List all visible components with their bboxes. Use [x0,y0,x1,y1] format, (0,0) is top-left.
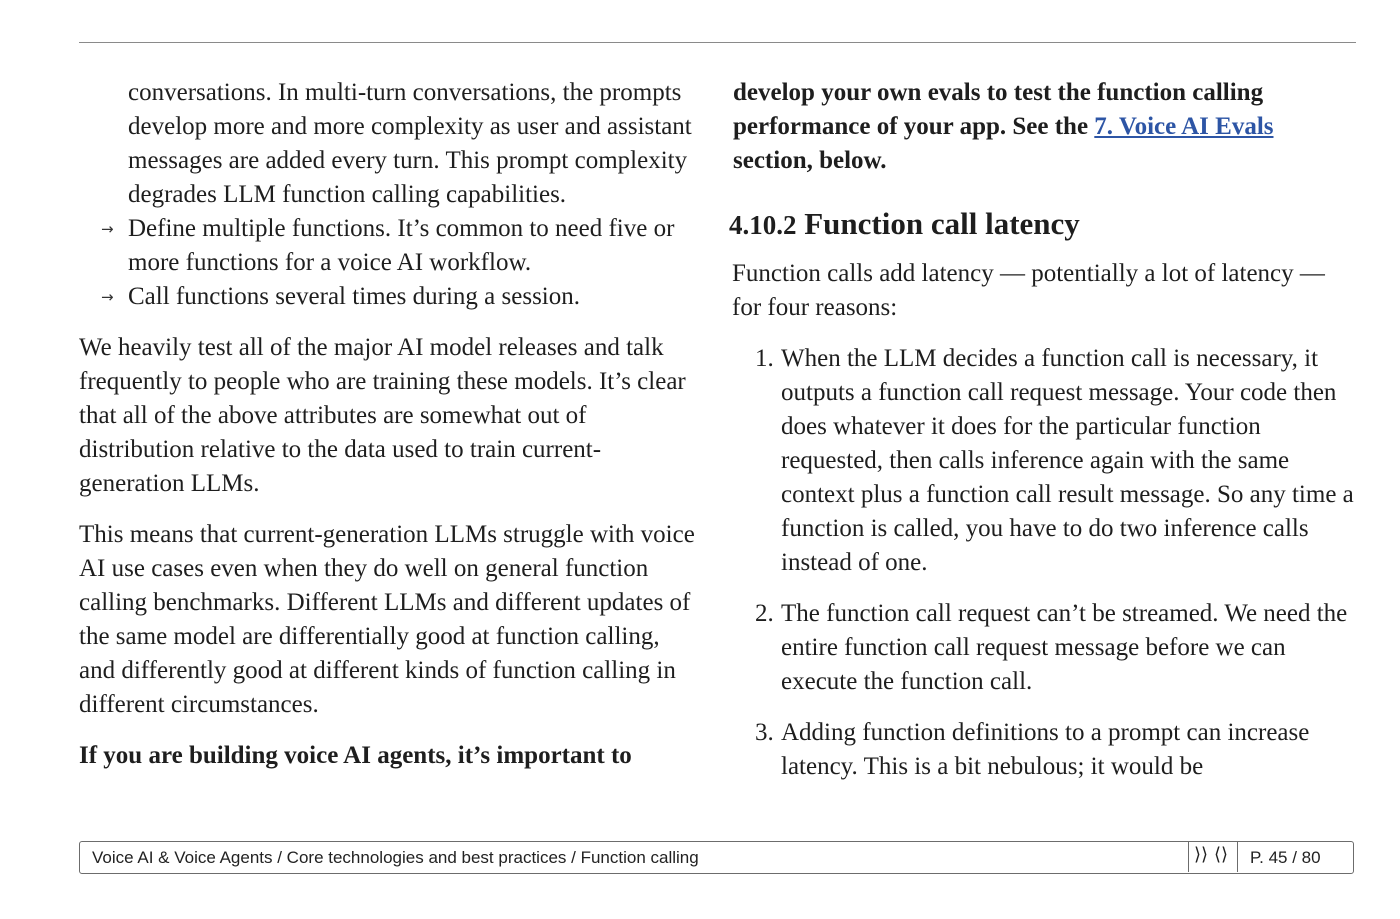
list-item [755,342,1359,580]
list-number: 1. [755,345,774,372]
bullet-continuation: conversations. In multi-turn conversations, the prompts develop more and more complexity as user and assistant messages are added every turn. This prompt complexity degrades LLM function calling capabilities. [128,79,692,208]
arrow-icon: → [101,220,114,238]
paragraph: Function calls add latency — potentially a lot of latency — for four reasons: [732,260,1325,321]
next-page-icon[interactable]: ⟩⟩ [1194,844,1209,865]
section-heading [729,204,1359,245]
breadcrumb[interactable]: Voice AI & Voice Agents / Core technologies and best practices / Function calling [92,848,699,867]
list-item-text: The function call request can’t be streamed. We need the entire function call request message before we can execute the function call. [781,600,1348,695]
bold-paragraph: If you are building voice AI agents, it’s important to [79,742,632,769]
list-item [755,597,1359,699]
heading-title: Function call latency [804,206,1080,241]
right-column [727,76,1359,801]
list-item [755,716,1359,784]
heading-number: 4.10.2 [729,210,797,240]
list-item [101,280,699,314]
evals-section-link[interactable]: 7. Voice AI Evals [1094,113,1274,140]
left-column [79,76,699,790]
bullet-list [79,212,699,314]
list-item-text: Call functions several times during a session. [128,283,581,310]
list-item-text: Adding function definitions to a prompt can increase latency. This is a bit nebulous; it would be [781,719,1310,780]
list-number: 3. [755,719,774,746]
numbered-list [727,342,1359,784]
prev-page-icon[interactable]: ⟨⟩ [1214,844,1229,865]
bold-paragraph [733,76,1359,178]
list-item [101,212,699,280]
paragraph: This means that current-generation LLMs struggle with voice AI use cases even when they do well on general function calling benchmarks. Different LLMs and different updates of the same model are differentially good at function calling, and differently good at different kinds of function calling in different circumstances. [79,521,695,718]
list-number: 2. [755,600,774,627]
arrow-icon: → [101,288,114,306]
paragraph: We heavily test all of the major AI model releases and talk frequently to people who are training these models. It’s clear that all of the above attributes are somewhat out of distribution relative to the data used to train current-generation LLMs. [79,334,686,497]
bold-text: section, below. [733,147,887,174]
list-item-text: When the LLM decides a function call is necessary, it outputs a function call request message. Your code then does whatever it does for the particular function requested, then calls inference again with the same context plus a function call result message. So any time a function is called, you have to do two inference calls instead of one. [781,345,1354,576]
page-number: P. 45 / 80 [1250,848,1321,867]
top-rule [79,42,1356,43]
page-nav [1188,842,1238,872]
list-item-text: Define multiple functions. It’s common to need five or more functions for a voice AI workflow. [128,215,675,276]
bold-text: develop your own evals to test the function calling performance of your app. See the [733,79,1264,140]
footer-bar [79,841,1354,874]
